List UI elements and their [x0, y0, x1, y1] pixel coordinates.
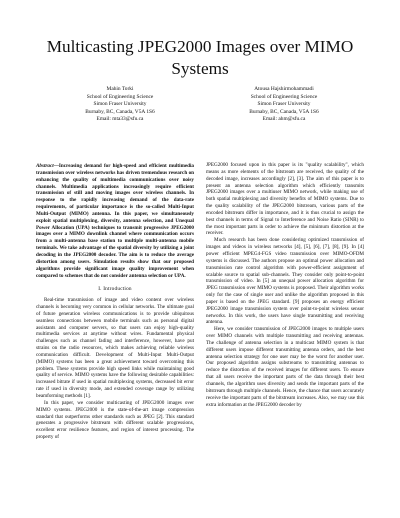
- author-email: Email: ahm@sfu.ca: [262, 116, 306, 123]
- author-block: [36, 86, 364, 146]
- title-line-2: Systems: [171, 59, 229, 78]
- author-university: Simon Fraser University: [93, 101, 147, 108]
- author-dept: School of Engineering Science: [250, 93, 318, 100]
- abstract: [36, 163, 194, 279]
- body-paragraph: In this paper, we consider multicasting of JPEG2000 images over MIMO systems. JPEG2000 is the state-of-the-art image compression standard that outperforms other standards such as JPEG [2]. This standard generates a progressive bitstream with different scalable progressions, excellent error resilience features, and region of interest processing. The property of: [36, 399, 194, 441]
- author-dept: School of Engineering Science: [86, 93, 154, 100]
- body-paragraph: Much research has been done considering optimized transmission of images and videos in wireless networks [4], [5], [6], [7], [8], [9]. In [4] power efficient MPEG4-FGS video transmission over MIMO-OFDM systems is discussed. The authors propose an optimal power allocation and transmission rate control algorithm with power-efficient assignment of scalable source to spatial sub-channels. They consider only point-to-point transmission of video. In [5] an unequal power allocation algorithm for JPEG transmission over MIMO systems is proposed. Their algorithm works only for the case of single user and unlike the algorithm proposed in this paper is based on the JPEG standard. [9] proposes an energy efficient JPEG2000 image transmission system over point-to-point wireless sensor networks. In this work, the users have single transmitting and receiving antenna.: [206, 237, 364, 326]
- abstract-text: —Increasing demand for high-speed and efficient multimedia transmission over wireless networks has driven tremendous research on enhancing the quality of multimedia communications over noisy channels. Multimedia applications increasingly require efficient transmission of still and moving images over wireless channels. In response to the rapidly increasing demand of the data-rate requirements, of particular importance is the so-called Multi-Input Multi-Output (MIMO) antenna. In this paper, we simultaneously exploit spatial multiplexing, diversity, antenna selection, and Unequal Power Allocation (UPA) techniques to transmit progressive JPEG2000 images over a MIMO downlink channel where communication occurs from a multi-antenna base station to multiple multi-antenna mobile terminals. We take advantage of the spatial diversity by utilizing a joint decoding in the JPEG2000 decoder. The aim is to reduce the average distortion among users. Simulation results show that our proposed algorithms provide significant image quality improvement when compared to schemes that do not consider antenna selection or UPA.: [36, 163, 194, 279]
- author-university: Simon Fraser University: [257, 101, 311, 108]
- author-1: [45, 86, 195, 124]
- author-city: Burnaby, BC, Canada, V5A 1S6: [85, 108, 155, 115]
- author-name: Mahin Torki: [106, 86, 134, 92]
- abstract-label: Abstract: [36, 163, 54, 169]
- right-column: [206, 162, 364, 408]
- author-city: Burnaby, BC, Canada, V5A 1S6: [249, 108, 319, 115]
- author-2: [209, 86, 359, 124]
- title-line-1: Multicasting JPEG2000 Images over MIMO: [46, 37, 354, 56]
- body-paragraph: Here, we consider transmission of JPEG2000 images to multiple users over MIMO channels with multiple transmitting and receiving antennas. The challenge of antenna selection in a multicast MIMO system is that different users impose different transmitting antenna orders, and the best antenna selection strategy for one user may be the worst for another user. Our proposed algorithm assigns substreams to transmitting antennas to reduce the distortion of the received images for different users. To ensure that all users receive the important parts of the data through their best channels, the algorithm uses diversity and sends the important parts of the bitstream through multiple channels. Hence, the chance that users accurately receive the important parts of the bitstream increases. Also, we may use this extra information at the JPEG2000 decoder by: [206, 326, 364, 408]
- section-heading-introduction: I. Introduction: [98, 286, 132, 293]
- author-name: Atousa Hajshirmohammadi: [254, 86, 314, 92]
- author-email: Email: mta33@sfu.ca: [96, 116, 144, 123]
- left-column: [36, 163, 194, 441]
- paper-title: [0, 36, 400, 80]
- body-paragraph: JPEG2000 focused upon in this paper is its "quality scalability", which means as more elements of the bitstream are received, the quality of the decoded image, increases accordingly [2], [3]. The aim of this paper is to present an antenna selection algorithm which efficiently transmits JPEG2000 images over a multiuser MIMO network, while making use of both spatial multiplexing and diversity benefits of MIMO systems. Due to the quality scalability of the JPEG2000 bitstream, various parts of the encoded bitstream differ in importance, and it is thus crucial to assign the best channels in terms of Signal to Interference and Noise Ratio (SINR) to the most important parts in order to achieve the minimum distortion at the receiver.: [206, 162, 364, 237]
- body-paragraph: Real-time transmission of image and video content over wireless channels is becoming very common in cellular networks. The ultimate goal of future generation wireless communications is to provide ubiquitous seamless connections between mobile terminals such as personal digital assistants and computer servers, so that users can enjoy high-quality multimedia services at anytime without wires. Fundamental physical challenges such as channel fading and interference, however, have put strains on the radio resources, which makes achieving reliable wireless communication difficult. Development of Multi-Input Multi-Output (MIMO) systems has been a great achievement toward overcoming this problem. These systems provide high speed links while maintaining good quality of service. MIMO systems have the following desirable capabilities: increased bitrate if used in spatial multiplexing systems, decreased bit error rate if used in diversity mode, and extended coverage range by utilizing beamforming methods [1].: [36, 297, 194, 399]
